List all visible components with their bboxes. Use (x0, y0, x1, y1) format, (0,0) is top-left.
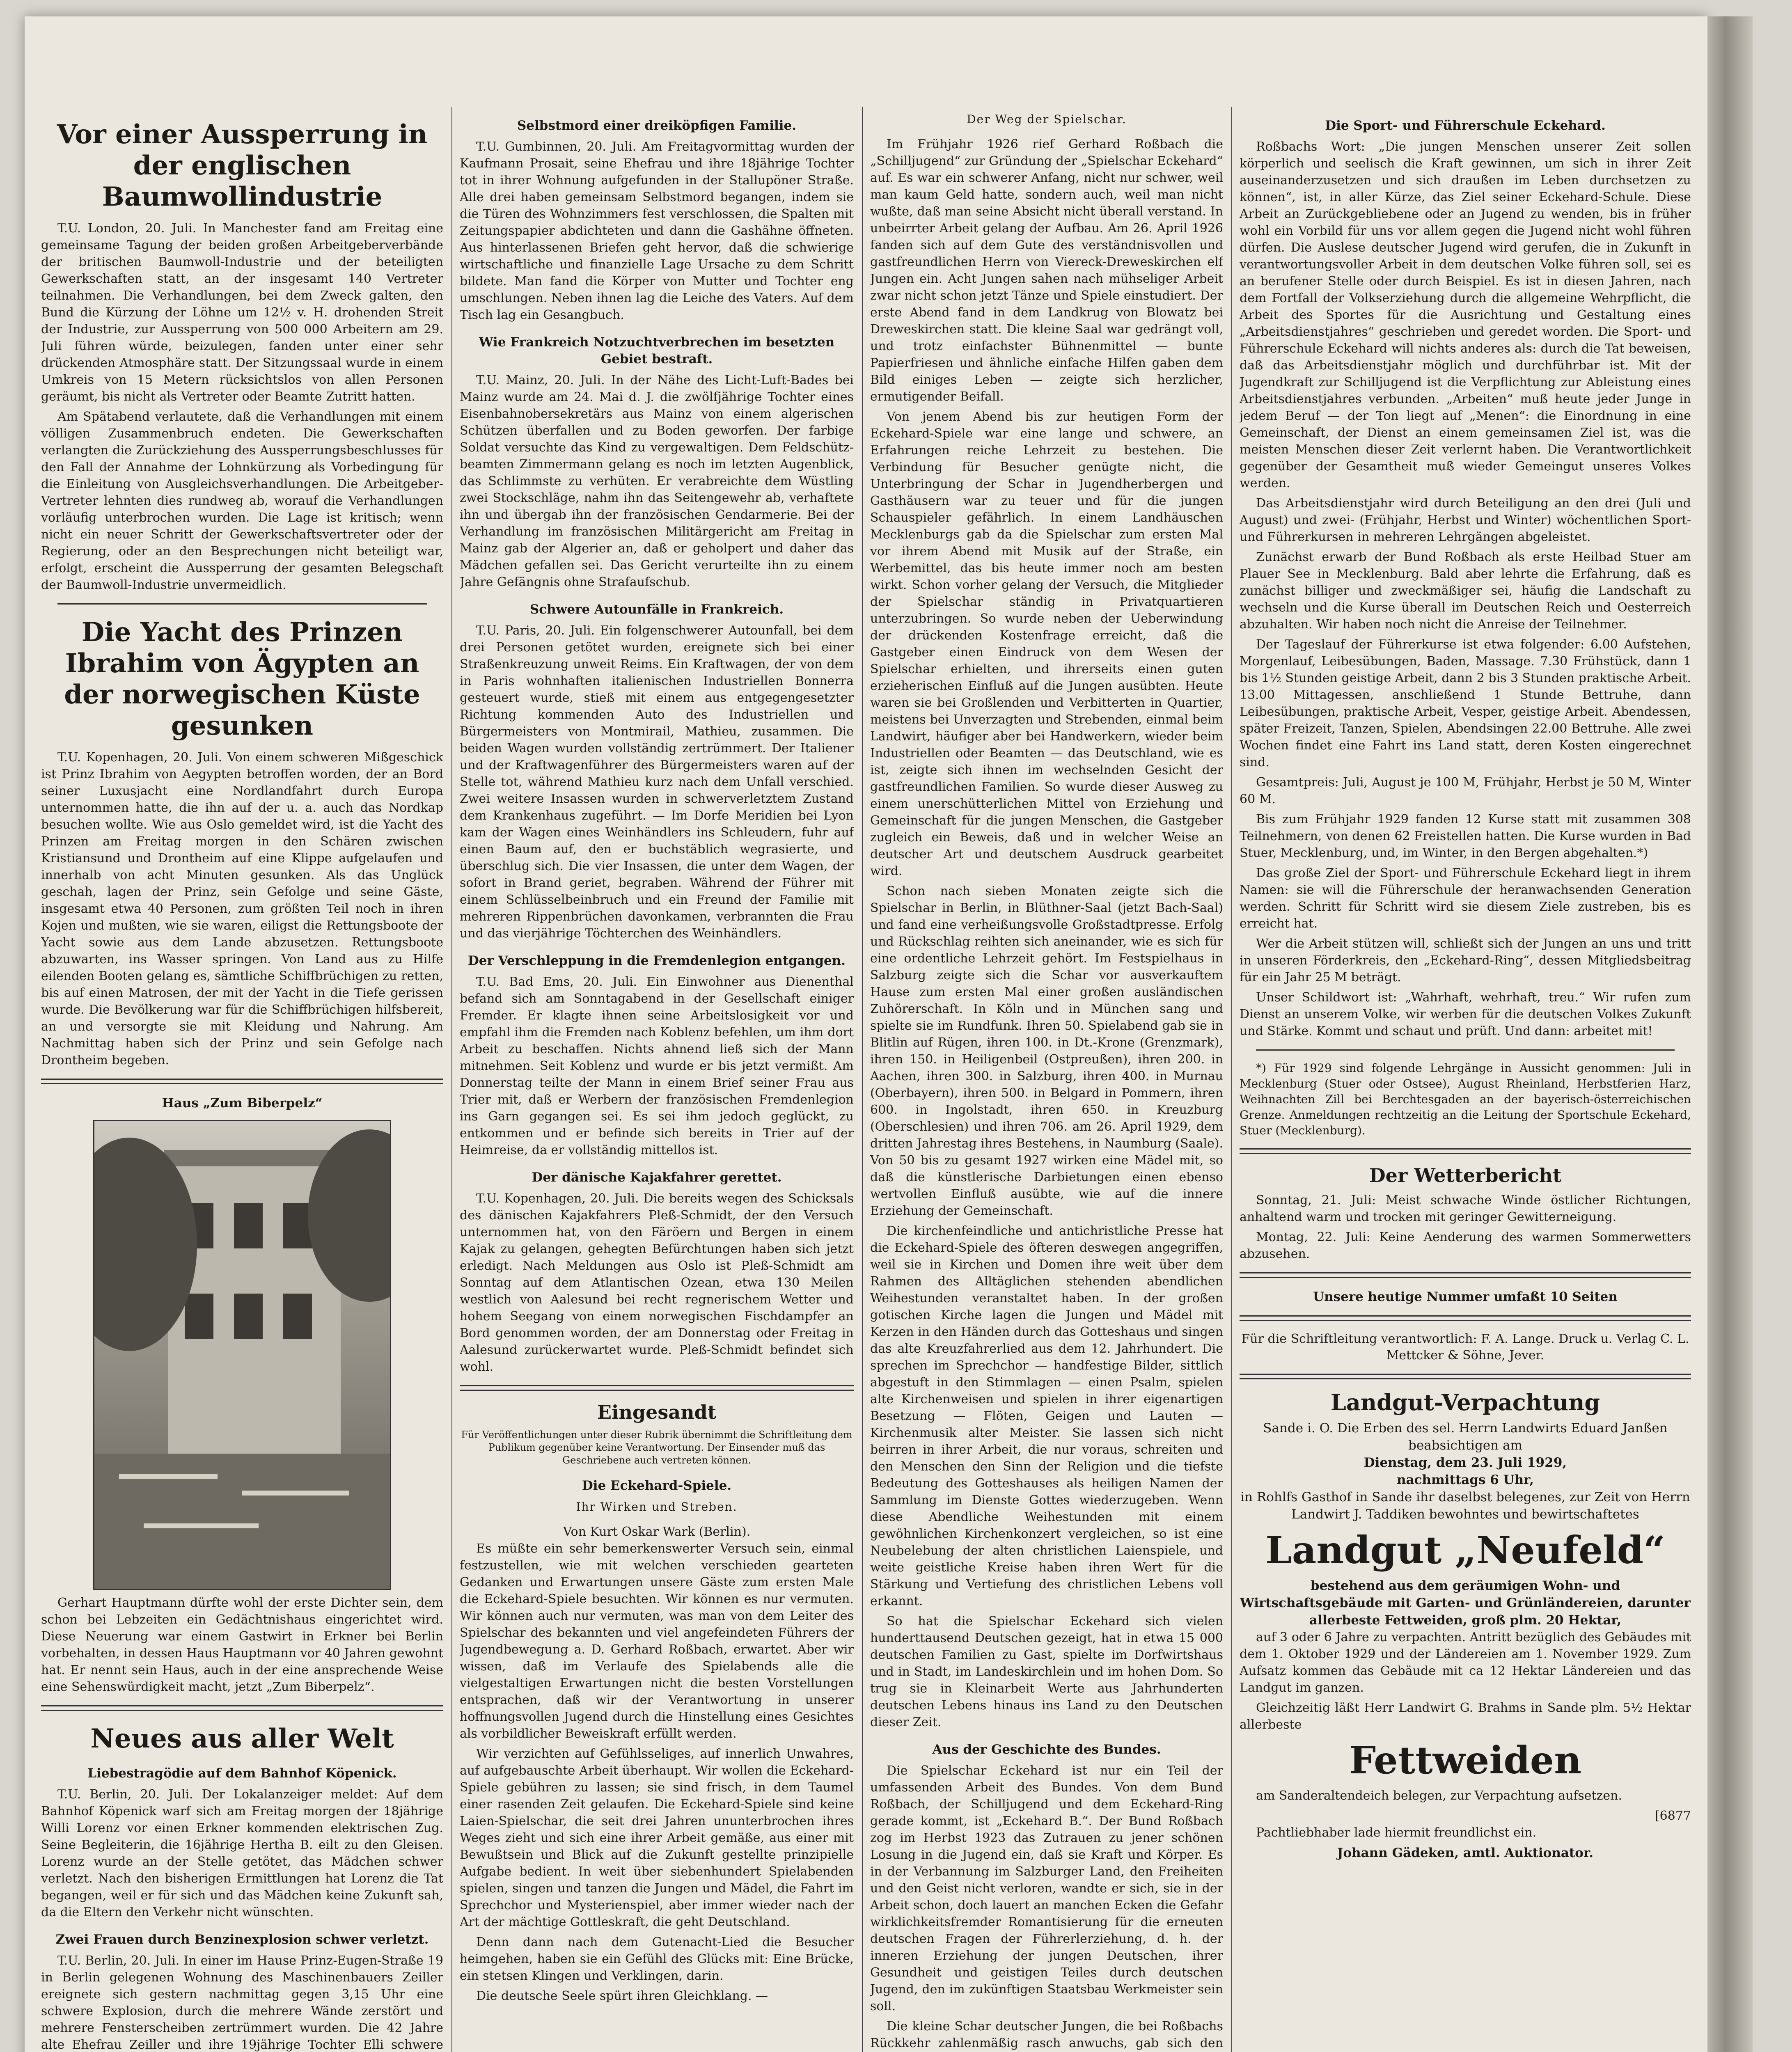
author-line: Von Kurt Oskar Wark (Berlin). (563, 1525, 751, 1539)
article-paragraph: Zunächst erwarb der Bund Roßbach als erste Heilbad Stuer am Plauer See in Mecklenburg. Bald aber lehrte die Erfahrung, daß es zunächst billiger und zweckmäßiger sei, häufig die Landschaft zu wechseln und die Kurse überall im Deutschen Reich und Oesterreich abzuhalten. Wir haben noch nicht die Anreise der Teilnehmer. (1240, 550, 1691, 632)
article-paragraph: Am Spätabend verlautete, daß die Verhandlungen mit einem völligen Zusammenbruch endeten. Die Gewerkschaften verlangten die Zurückziehung des Aussperrungsbeschlusses für den Fall der Annahme der Lohnkürzung als Vorbedingung für die Einleitung von Ausgleichsverhandlungen. Die Arbeitgeber-Vertreter lehnten dies rundweg ab, worauf die Verhandlungen vorläufig unterbrochen wurden. Die Lage ist kritisch; wenn nicht ein neuer Schritt der Gewerkschaftsvertreter oder der Regierung, oder an den Besprechungen nicht beteiligt war, erfolgt, erscheint die Aussperrung der gesamten Belegschaft der Baumwoll-Industrie unvermeidlich. (41, 410, 443, 592)
subhead: Der dänische Kajakfahrer gerettet. (532, 1170, 782, 1185)
ad-title: Landgut-Verpachtung (1330, 1389, 1600, 1415)
subhead: Schwere Autounfälle in Frankreich. (529, 602, 784, 617)
weather-monday: Montag, 22. Juli: Keine Aenderung des warmen Sommerwetters abzusehen. (1240, 1230, 1691, 1261)
article-paragraph: Wer die Arbeit stützen will, schließt sich der Jungen an uns und tritt in unseren Förderkreis, den „Eckehard-Ring“, dessen Mitgliedsbeitrag für ein Jahr 25 M beträgt. (1240, 937, 1691, 985)
subhead: Der Verschleppung in die Fremdenlegion entgangen. (467, 953, 846, 968)
subhead: Ihr Wirken und Streben. (576, 1500, 738, 1514)
page-count-note: Unsere heutige Nummer umfaßt 10 Seiten (1313, 1289, 1618, 1304)
ad-signature: Johann Gädeken, amtl. Auktionator. (1337, 1846, 1594, 1860)
divider (57, 603, 427, 605)
ad-text: bestehend aus dem geräumigen Wohn- und Wirtschaftsgebäude mit Garten- und Grünländereien, darunter allerbeste Fettweiden, groß plm. 20 Hektar, (1240, 1578, 1691, 1628)
divider (41, 1079, 443, 1084)
column-3 (870, 107, 1223, 2052)
divider (41, 1705, 443, 1711)
column-4 (1240, 107, 1691, 2052)
article-paragraph: T.U. Kopenhagen, 20. Juli. Von einem schweren Mißgeschick ist Prinz Ibrahim von Aegypten betroffen worden, der an Bord seiner Luxusjacht eine Nordlandfahrt durch Europa unternommen hatte, die ihn auf der u. a. auch das Nordkap besuchen wollte. Wie aus Oslo gemeldet wird, ist die Yacht des Prinzen am Freitag morgen in den Schären zwischen Kristiansund und Drontheim auf eine Klippe aufgelaufen und innerhalb von acht Minuten gesunken. Als das Unglück geschah, lagen der Prinz, sein Gefolge und seine Gäste, insgesamt etwa 40 Personen, zum größten Teil noch in ihren Kojen und mußten, wie sie waren, eiligst die Rettungsboote der Yacht sowie aus dem Lande abzusetzen. Rettungsboote abzuwarten, ins Wasser springen. Von Land aus zu Hilfe eilenden Booten gelang es, sämtliche Schiffbrüchigen zu retten, bis auf einen Matrosen, der mit der Yacht in die Tiefe gerissen wurde. Die Bevölkerung war für die Schiffbrüchigen hilfsbereit, an und versorgte sie mit Kleidung und Nahrung. Am Nachmittag haben sich der Prinz und sein Gefolge nach Drontheim begeben. (41, 750, 443, 1067)
footnote: *) Für 1929 sind folgende Lehrgänge in Aussicht genommen: Juli in Mecklenburg (Stuer oder Ostsee), August Rheinland, Herbstferien Harz, Weihnachten Zill bei Berchtesgaden an der bayerisch-österreichischen Grenze. Anmeldungen rechtzeitig an die Leitung der Sportschule Eckehard, Stuer (Mecklenburg). (1240, 1061, 1691, 1137)
divider (1256, 1049, 1675, 1051)
column-rule (862, 107, 863, 2052)
house-photo (93, 1120, 391, 1590)
article-paragraph: So hat die Spielschar Eckehard sich vielen hunderttausend Deutschen gezeigt, hat in etwa 15 000 deutschen Familien zu Gast, spielte im Dorfwirtshaus und in Stadt, im Landeskirchlein und im hohen Dom. So trug sie in Kleinarbeit Werte aus Jahrhunderten deutschen Lebens hinaus ins Land zu den Deutschen dieser Zeit. (870, 1614, 1223, 1729)
ad-number: [6877 (1655, 1809, 1691, 1823)
imprint: Für die Schriftleitung verantwortlich: F. A. Lange. Druck u. Verlag C. L. Mettcker & Söhne, Jever. (1241, 1332, 1689, 1363)
article-paragraph: T.U. Berlin, 20. Juli. Der Lokalanzeiger meldet: Auf dem Bahnhof Köpenick warf sich am Freitag morgen der 18jährige Willi Lorenz vor einen Erkner kommenden elektrischen Zug. Seine Begleiterin, die 16jährige Hertha B. eilt zu den Gleisen. Lorenz wurde an der Stelle getötet, das Mädchen schwer verletzt. Nach den bisherigen Ermittlungen hat Lorenz die Tat begangen, weil er für sich und das Mädchen keine Zukunft sah, da die Eltern den Verkehr nicht wünschten. (41, 1787, 443, 1919)
ad-text: auf 3 oder 6 Jahre zu verpachten. Antritt bezüglich des Gebäudes mit dem 1. Oktober 1929 und der Ländereien am 1. November 1929. Zum Aufsatz kommen das Gebäude mit ca 12 Hektar Ländereien und das Landgut im ganzen. (1240, 1630, 1691, 1695)
article-paragraph: Es müßte ein sehr bemerkenswerter Versuch sein, einmal festzustellen, wie mit welchen verschieden gearteten Gedanken und Erwartungen unsere Gäste zum ersten Male die Eckehard-Spiele besuchten. Wir können es nur vermuten. Wir können auch nur vermuten, was man von dem Leiter des Spielschar des bekannten und viel angefeindeten Führers der Jugendbewegung a. D. Gerhard Roßbach, erwartet. Aber wir wissen, daß im Verlaufe des Spielabends alle die vielgestaltigen Erwartungen nicht die besten Vorstellungen entsprachen, daß wir der Verantwortung in unserer hoffnungsvollen Jugend durch die Hinstellung eines Gesichtes als vorbildlicher Beweiskraft erfüllt werden. (460, 1541, 854, 1741)
ad-date: Dienstag, dem 23. Juli 1929, (1363, 1455, 1567, 1470)
article-paragraph: Wir verzichten auf Gefühlsseliges, auf innerlich Unwahres, auf aufgebauschte Arbeit überhaupt. Wir wollen die Eckehard-Spiele gebühren zu lassen; sie sind frisch, in dem Taumel einer rasenden Zeit gelaufen. Die Eckehard-Spiele sind keine Laien-Spielschar, die seit drei Jahren ununterbrochen ihres Weges zieht und sich eine ihrer Arbeit gemäße, aus einer mit Bewußtsein und Blick auf die Zukunft gestellte prinzipielle Aufgabe bedient. In weit über siebenhundert Spielabenden spielen, singen und tanzen die Jungen und Mädel, die Fahrt im Sprechchor und Mysterienspiel, aber immer wieder nach der Art der mächtige Gottleskraft, die geht Deutschland. (460, 1747, 854, 1929)
article-paragraph: Die Spielschar Eckehard ist nur ein Teil der umfassenden Arbeit des Bundes. Von dem Bund Roßbach, der Schilljugend und dem Eckehard-Ring gerade kommt, ist „Eckehard B.“. Der Bund Roßbach zog im Herbst 1923 das Zutrauen zu jener schönen Losung in die Jugend ein, daß sie Kraft und Körper. Es in der Verbannung im Salzburger Land, den Freiheiten und den Geist nicht verloren, wandte er sich, sie in der Arbeit schon, doch lauert an manchen Ecken die Gefahr wirklichkeitsfremder Romantisierung für die erneuten deutschen Fragen der Führerlerziehung, d. h. der inneren Erziehung der jungen Deutschen, ihrer Gesundheit und geistigen Teiles durch deutschen Jugend, den im zukünftigen Staatsbau Werkmeister sein soll. (870, 1763, 1223, 2013)
subhead: Wie Frankreich Notzuchtverbrechen im besetzten Gebiet bestraft. (479, 335, 835, 366)
article-paragraph: Der Tageslauf der Führerkurse ist etwa folgender: 6.00 Aufstehen, Morgenlauf, Leibesübungen, Baden, Massage. 7.30 Frühstück, dann 1 bis 1½ Stunden geistige Arbeit, dann 2 bis 3 Stunden praktische Arbeit. 13.00 Mittagessen, anschließend 1 Stunde Bettruhe, dann Leibesübungen, praktische Arbeit, Vesper, geistige Arbeit. Abendessen, später Freizeit, Tanzen, Spielen, Abendsingen 22.00 Bettruhe. Alle zwei Wochen findet eine Fahrt ins Land statt, deren Kosten eingerechnet sind. (1240, 637, 1691, 770)
ad-estate-name: Landgut „Neufeld“ (1265, 1528, 1665, 1572)
article-paragraph: Unser Schildwort ist: „Wahrhaft, wehrhaft, treu.“ Wir rufen zum Dienst an unserem Volke, wir werben für die deutschen Volkes Zukunft und Stärke. Kommt und schaut und prüft. Und dann: arbeitet mit! (1240, 990, 1691, 1038)
ad-text: Gleichzeitig läßt Herr Landwirt G. Brahms in Sande plm. 5½ Hektar allerbeste (1240, 1701, 1691, 1732)
page-edge (1707, 16, 1753, 2052)
article-paragraph: T.U. Paris, 20. Juli. Ein folgenschwerer Autounfall, bei dem drei Personen getötet wurden, ereignete sich bei einer Straßenkreuzung unweit Reims. Ein Kraftwagen, der von dem in Paris wohnhaften italienischen Industriellen Bonnerra gesteuert wurde, stieß mit einem aus entgegengesetzter Richtung kommenden Auto des Industriellen und Bürgermeisters von Montmirail, Mathieu, zusammen. Die beiden Wagen wurden vollständig zertrümmert. Der Italiener und der Kraftwagenführer des Bürgermeisters waren auf der Stelle tot, während Mathieu kurz nach dem Unfall verschied. Zwei weitere Insassen wurden in schwerverletztem Zustand dem Krankenhaus zugeführt. — Im Dorfe Meridien bei Lyon kam der Wagen eines Weinhändlers ins Schleudern, fuhr auf einen Baum auf, den er buchstäblich wegrasierte, und überschlug sich. Die vier Insassen, die unter dem Wagen, der sofort in Brand geriet, begraben. Während der Führer mit einem Schlüsselbeinbruch und ein Freund der Familie mit mehreren Rippenbrüchen davonkamen, verbrannten die Frau und das vierjährige Töchterchen des Weinhändlers. (460, 623, 854, 941)
subhead: Aus der Geschichte des Bundes. (932, 1742, 1161, 1757)
advertisement (1240, 1389, 1691, 1862)
article-paragraph: Gesamtpreis: Juli, August je 100 M, Frühjahr, Herbst je 50 M, Winter 60 M. (1240, 775, 1691, 806)
article-paragraph: Schon nach sieben Monaten zeigte sich die Spielschar in Berlin, in Blüthner-Saal (jetzt Bach-Saal) und fand eine verheißungsvolle Großstadtpresse. Erfolg und Rückschlag reihten sich aneinander, wie es sich für eine ordentliche Lehrzeit gehört. Im Festspielhaus in Salzburg zeigte sich die Schar vor ausverkauftem Hause zum ersten Mal einer großen ausländischen Zuhörerschaft. In Köln und in München sang und spielte sie im Rundfunk. Ihren 50. Spielabend gab sie in Blitlin auf Rügen, ihren 100. in Dt.-Krone (Grenzmark), ihren 150. in Heiligenbeil (Ostpreußen), ihren 200. in Aachen, ihren 300. in Salzburg, ihren 400. in Murnau (Oberbayern), ihren 500. in Belgard in Pommern, ihren 600. in Ingolstadt, ihren 650. in Kreuzburg (Oberschlesien) und ihren 706. am 26. April 1929, dem dritten Jahrestag ihres Bestehens, in Naumburg (Saale). Von 50 bis zu gesamt 1927 wirken eine Mädel mit, so daß die künstlerische Darbietungen einen ebenso wertvollen Einfluß ausübte, wie auf die innere Erziehung der Gemeinschaft. (870, 884, 1223, 1218)
article-paragraph: Roßbachs Wort: „Die jungen Menschen unserer Zeit sollen körperlich und seelisch die Kraft gewinnen, um sich in ihrer Zeit auseinanderzusetzen und sich draußen im Leben durchsetzen zu können“, ist, in aller Kürze, das Ziel seiner Eckehard-Schule. Diese Arbeit an Zurückgebliebene oder an Jugend zu wenden, bis in früher wohl ein Vorbild für uns vor allem gegen die Jugend nicht wohl führen dürfen. Die Auslese deutscher Jugend wird gerufen, die in Zukunft in verantwortungsvoller Arbeit in dem deutschen Volke führen soll, sei es an berufener Stelle oder durch Beispiel. Es ist in diesen Jahren, nach dem Fortfall der Volkserziehung durch die allgemeine Wehrpflicht, die Arbeit des Sportes für die Ausrichtung und Gestaltung eines „Arbeitsdienstjahres“ geschrieben und geredet worden. Die Sport- und Führerschule Eckehard will nichts anderes als: durch die Tat beweisen, daß das Arbeitsdienstjahr möglich und durchführbar ist. Mit der Jugendkraft zur Schilljugend ist die Verpflichtung zur Ableistung eines Arbeitsdienstjahres verbunden. „Arbeiten“ muß heute jeder Junge in jedem Beruf — der Ton liegt auf „Menen“: die Einordnung in eine Gemeinschaft, der Dienst an einem gemeinsamen Ziel ist, was die meisten Menschen dieser Zeit verlernt haben. Die Verantwortlichkeit gegenüber der Gesamtheit muß wieder Gemeingut unseres Volkes werden. (1240, 140, 1691, 490)
subhead: Selbstmord einer dreiköpfigen Familie. (517, 118, 797, 133)
divider (1240, 1272, 1691, 1278)
ad-text: in Rohlfs Gasthof in Sande ihr daselbst belegenes, zur Zeit von Herrn Landwirt J. Taddiken bewohntes und bewirtschaftetes (1240, 1490, 1690, 1522)
subhead: Zwei Frauen durch Benzinexplosion schwer verletzt. (55, 1932, 429, 1947)
section-note: Für Veröffentlichungen unter dieser Rubrik übernimmt die Schriftleitung dem Publikum gegenüber keine Verantwortung. Der Einsender muß das Geschriebene auch vertreten können. (461, 1429, 852, 1466)
column-rule (451, 107, 452, 2052)
subhead: Die Eckehard-Spiele. (582, 1478, 732, 1493)
column-1 (41, 107, 443, 2052)
ad-text: am Sanderaltendeich belegen, zur Verpachtung aufsetzen. (1256, 1789, 1622, 1803)
weather-heading: Der Wetterbericht (1369, 1164, 1562, 1186)
newspaper-page (25, 16, 1707, 2052)
headline-news: Neues aus aller Welt (90, 1723, 394, 1754)
article-paragraph: Die deutsche Seele spürt ihren Gleichklang. — (476, 1989, 768, 2003)
article-paragraph: T.U. Berlin, 20. Juli. In einer im Hause Prinz-Eugen-Straße 19 in Berlin gelegenen Wohnung des Maschinenbauers Zeiller ereignete sich gestern nachmittag gegen 3,15 Uhr eine schwere Explosion, durch die mehrere Wände zerstört und mehrere Fensterscheiben zertrümmert wurden. Die 42 Jahre alte Ehefrau Zeiller und ihre 19jährige Tochter Elli schwere (41, 1954, 443, 2052)
article-paragraph: Das große Ziel der Sport- und Führerschule Eckehard liegt in ihrem Namen: sie will die Führerschule der heranwachsenden Generation werden. Schritt für Schritt wird sie diesem Ziele zustreben, bis es erreicht hat. (1240, 866, 1691, 931)
subhead: Liebestragödie auf dem Bahnhof Köpenick. (87, 1766, 397, 1781)
article-paragraph: T.U. Kopenhagen, 20. Juli. Die bereits wegen des Schicksals des dänischen Kajakfahrers Pleß-Schmidt, der den Versuch unternommen hat, von den Färöern und Bergen in einem Kajak zu gelangen, gehegten Befürchtungen haben sich jetzt erledigt. Nach Meldungen aus Oslo ist Pleß-Schmidt am Sonntag auf dem Atlantischen Ozean, etwa 130 Meilen westlich von Aalesund bei recht regnerischem Wetter und hohem Seegang von einem norwegischen Fischdampfer an Bord genommen worden, der am Donnerstag oder Freitag in Aalesund zurückerwartet wurde. Pleß-Schmidt befindet sich wohl. (460, 1191, 854, 1374)
headline-yacht: Die Yacht des Prinzen Ibrahim von Ägypten an der norwegischen Küste gesunken (64, 617, 420, 741)
photo-title: Haus „Zum Biberpelz“ (162, 1096, 323, 1111)
running-head: Der Weg der Spielschar. (967, 112, 1127, 126)
article-paragraph: Von jenem Abend bis zur heutigen Form der Eckehard-Spiele war eine lange und schwere, an Erfahrungen reiche Lehrzeit zu bestehen. Die Verbindung für Besucher genügte nicht, die Unterbringung der Schar in Jugendherbergen und Gasthäusern war zu teuer und für die jungen Schauspieler gefährlich. In einem Landhäuschen Mecklenburgs gab da die Spielschar zum ersten Mal vor ihrem Abend mit Musik auf der Straße, ein Werbemittel, das bis heute immer noch am besten wirkt. Schon vorher gelang der Versuch, die Mitglieder der Spielschar ständig in Privatquartieren unterzubringen. So wurde neben der Ueberwindung der drückenden Kostenfrage erreicht, daß die Gastgeber einen Eindruck von dem Wesen der Spielschar erhielten, und ihrerseits einen guten erzieherischen Einfluß auf die Jungen ausübten. Heute waren sie bei Großlenden und Verbitterten in Quartier, meistens bei Unverzagten und Strebenden, einmal beim Landwirt, häufiger aber bei Handwerkern, wieder beim Industriellen oder Beamten — das Deutschland, wie es ist, zeigte sich ihnen im wechselnden Gesicht der gastfreundlichen Familien. So wurde dieser Ausweg zu einem unerschütterlichen Mittel von Erziehung und Gemeinschaft für die jungen Menschen, die Gastgeber zugleich ein Beweis, daß und in welcher Weise an deutscher Art und deutschem Ausdruck gearbeitet wird. (870, 410, 1223, 878)
divider (1240, 1148, 1691, 1154)
article-paragraph: Denn dann nach dem Gutenacht-Lied die Besucher heimgehen, haben sie ein Gefühl des Glücks mit: Eine Brücke, ein stetsen Klingen und Verklingen, darin. (460, 1935, 854, 1983)
column-2 (460, 107, 854, 2052)
article-paragraph: Die kleine Schar deutscher Jungen, die bei Roßbachs Rückkehr zahlenmäßig rasch anwuchs, gab sich den (870, 2019, 1223, 2050)
section-heading-eingesandt: Eingesandt (597, 1401, 716, 1423)
running-head: Die Sport- und Führerschule Eckehard. (1325, 118, 1606, 133)
ad-text: Sande i. O. Die Erben des sel. Herrn Landwirts Eduard Janßen beabsichtigen am (1263, 1421, 1668, 1453)
photo-caption: Gerhart Hauptmann dürfte wohl der erste Dichter sein, dem schon bei Lebzeiten ein Gedächtnishaus eingerichtet wird. Diese Neuerung war einem Gastwirt in Erkner bei Berlin vorbehalten, in dessen Haus Hauptmann vor 40 Jahren gewohnt hat. Er nennt sein Haus, auch in der eine ansprechende Weise eine Sehenswürdigkeit macht, jetzt „Zum Biberpelz“. (41, 1596, 443, 1694)
article-paragraph: T.U. Bad Ems, 20. Juli. Ein Einwohner aus Dienenthal befand sich am Sonntagabend in der Gesellschaft einiger Fremder. Er klagte ihnen seine Arbeitslosigkeit vor und empfahl ihm die Fremden nach Koblenz befehlen, um ihm dort Arbeit zu beschaffen. Nichts ahnend ließ sich der Mann mitnehmen. Seit Koblenz und wurde er bis jetzt vermißt. Am Donnerstag teilte der Mann in einem Brief seiner Frau aus Trier mit, daß er Werbern der französischen Fremdenlegion ins Garn gegangen sei. Es sei ihm jedoch geglückt, zu entkommen und er befinde sich bereits in Trier auf der Heimreise, da er vollständig mittellos ist. (460, 975, 854, 1157)
weather-sunday: Sonntag, 21. Juli: Meist schwache Winde östlicher Richtungen, anhaltend warm und trocken mit geringer Gewitterneigung. (1240, 1193, 1691, 1224)
article-paragraph: Die kirchenfeindliche und antichristliche Presse hat die Eckehard-Spiele des öfteren deswegen angegriffen, weil sie in Kirchen und Domen ihre weit über dem Rahmen des Alltäglichen stehenden abendlichen Weihestunden veranstaltet haben. In der großen gotischen Kirche lagen die Jungen und Mädel mit Kerzen in den Händen durch das Gotteshaus und singen das alte Kreuzfahrerlied aus dem 12. Jahrhundert. Die sprechen im Sprechchor — handfestige Bilder, sittlich abgestuft in den Stimmlagen — einen Psalm, spielen alte Kirchenweisen und spielen in ihrer eigenartigen Besetzung — Flöten, Geigen und Lauten — Kirchenmusik alter Meister. Sie lassen sich nicht beirren in ihrer Arbeit, die nur voraus, schreiten und den Menschen den Sinn der Religion und die tiefste Bedeutung des Gotteshauses als heiligen Namen der Sammlung im Dienste Gottes wiederzugeben. Wenn diese Abendliche Weihestunden mit einem gewöhnlichen Kirchenkonzert vergleichen, so ist eine Neubelebung der alten christlichen Laienspiele, und weite geistliche Kreise haben ihren Wert für die Stärkung und Vertiefung des christlichen Lebens voll erkannt. (870, 1224, 1223, 1608)
divider (1240, 1315, 1691, 1321)
article-paragraph: T.U. Gumbinnen, 20. Juli. Am Freitagvormittag wurden der Kaufmann Prosait, seine Ehefrau und ihre 18jährige Tochter tot in ihrer Wohnung aufgefunden in der Stallupöner Straße. Alle drei haben gemeinsam Selbstmord begangen, indem sie die Türen des Wohnzimmers fest verschlossen, die Spalten mit Zeitungspapier abdichteten und dann die Gashähne öffneten. Aus hinterlassenen Briefen geht hervor, daß die schwierige wirtschaftliche und finanzielle Lage Ursache zu dem Schritt bildete. Man fand die Körper von Mutter und Tochter eng umschlungen. Neben ihnen lag die Leiche des Vaters. Auf dem Tisch lag ein Gesangbuch. (460, 140, 854, 322)
column-rule (1231, 107, 1232, 2052)
ad-fettweiden: Fettweiden (1349, 1738, 1582, 1782)
article-paragraph: Im Frühjahr 1926 rief Gerhard Roßbach die „Schilljugend“ zur Gründung der „Spielschar Eckehard“ auf. Es war ein schwerer Anfang, nicht nur schwer, weil man kaum Geld hatte, sondern auch, weil man nicht wußte, daß man seine Absicht nicht überall verstand. In unbeirrter Arbeit gelang der Aufbau. Am 26. April 1926 fanden sich auf dem Gute des verständnisvollen und gastfreundlichen Herrn von Viereck-Dreweskirchen elf Jungen ein. Acht Jungen sahen nach mühseliger Arbeit zwar nicht schon jetzt Tänze und Spiele einstudiert. Der erste Abend fand in dem Landkrug von Blowatz bei Dreweskirchen statt. Die kleine Saal war gedrängt voll, und trotz einfachster Bühnenmittel — bunte Papierfriesen und ähnliche einfache Hilfen gaben dem Bild einiges Leben — zeigte sich herzlicher, ermutigender Beifall. (870, 137, 1223, 404)
headline-lockout: Vor einer Aussperrung in der englischen Baumwollindustrie (57, 119, 428, 212)
divider (460, 1385, 854, 1391)
ad-time: nachmittags 6 Uhr, (1396, 1473, 1534, 1487)
article-paragraph: T.U. Mainz, 20. Juli. In der Nähe des Licht-Luft-Bades bei Mainz wurde am 24. Mai d. J. die zwölfjährige Tochter eines Eisenbahnobersekretärs aus Mainz von einem algerischen Schützen überfallen und zu Boden geworfen. Der farbige Soldat versuchte das Kind zu vergewaltigen. Dem Feldschütz-beamten Zimmermann gelang es noch im letzten Augenblick, das Schlimmste zu verhüten. Er verabreichte dem Wüstling zwei Stockschläge, nahm ihn das Seitengewehr ab, verhaftete ihn und übergab ihn der französischen Gendarmerie. Bei der Verhandlung im französischen Militärgericht am Freitag in Mainz gab der Algerier an, daß er geholpert und daher das Mädchen gefallen sei. Das Gericht verurteilte ihn zu einem Jahre Gefängnis ohne Strafaufschub. (460, 373, 854, 589)
ad-text: Pachtliebhaber lade hiermit freundlichst ein. (1256, 1825, 1537, 1840)
divider (1240, 1374, 1691, 1379)
article-paragraph: Bis zum Frühjahr 1929 fanden 12 Kurse statt mit zusammen 308 Teilnehmern, von denen 62 Freistellen hatten. Die Kurse wurden in Bad Stuer, Mecklenburg, und, im Winter, in den Bergen abgehalten.*) (1240, 812, 1691, 860)
article-paragraph: T.U. London, 20. Juli. In Manchester fand am Freitag eine gemeinsame Tagung der beiden großen Arbeitgeberverbände der britischen Baumwoll-Industrie und der beteiligten Gewerkschaften statt, an der insgesamt 140 Vertreter teilnahmen. Die Verhandlungen, bei dem Zweck galten, den Bund die Kürzung der Löhne um 12½ v. H. drohenden Streit der Industrie, zur Aussperrung von 500 000 Arbeitern am 29. Juli führen würde, beizulegen, fanden unter einer sehr drückenden Atmosphäre statt. Der Sitzungssaal wurde in einem Umkreis von 15 Metern rücksichtslos von allen Personen geräumt, bis nicht als Vertreter oder Beamte Zutritt hatten. (41, 221, 443, 404)
article-paragraph: Das Arbeitsdienstjahr wird durch Beteiligung an den drei (Juli und August) und zwei- (Frühjahr, Herbst und Winter) wöchentlichen Sport- und Führerkursen in mehreren Lehrgängen abgeleistet. (1240, 496, 1691, 544)
